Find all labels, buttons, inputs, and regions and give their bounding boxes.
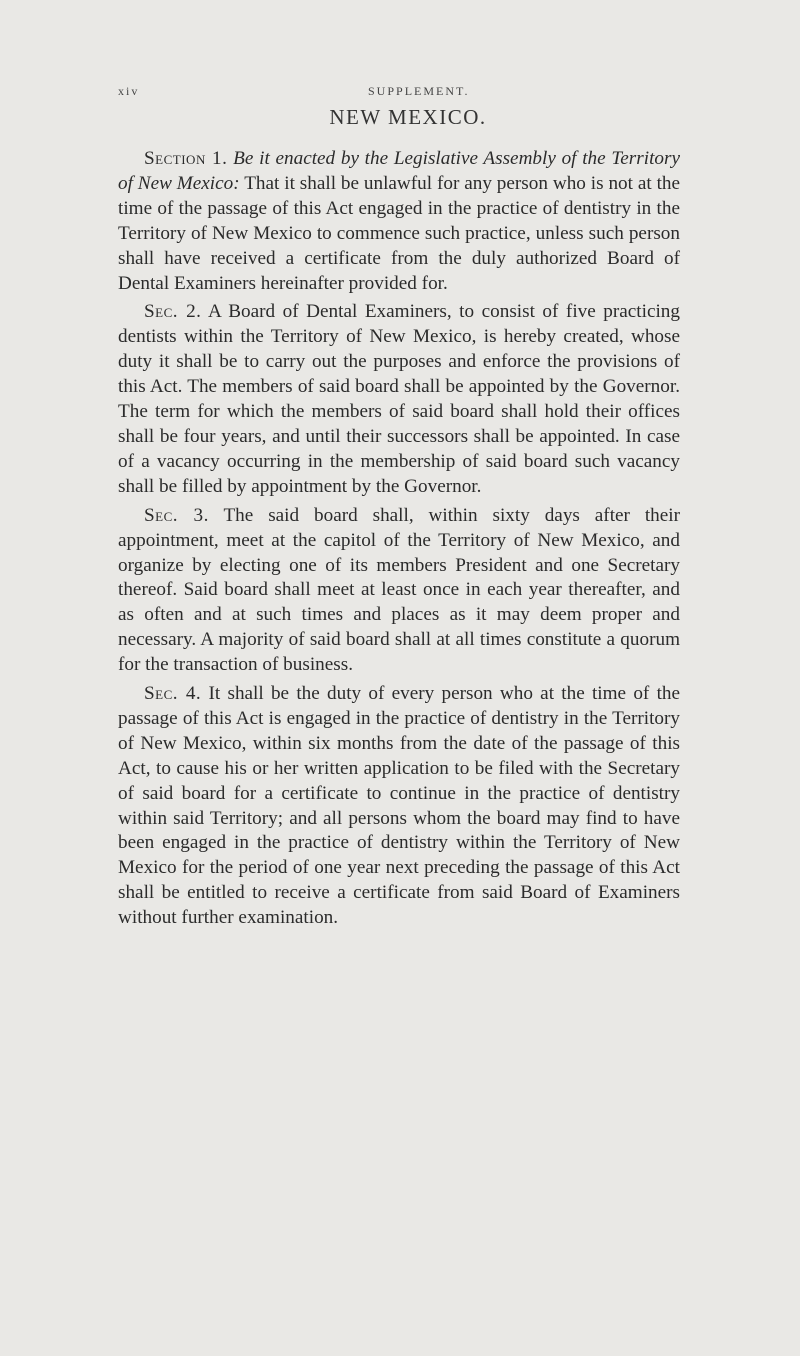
section-text: A Board of Dental Examiners, to consist of five practicing dentists within the Territory of New Mexico, is hereby created, whose duty it shall be to carry out the purposes and enforce the provisions of this Act. The members of said board shall be appointed by the Governor. The term for which the members of said board shall hold their offices shall be four years, and until their successors shall be appointed. In case of a vacancy occurring in the membership of said board such vacancy shall be filled by appointment by the Governor. (118, 301, 680, 497)
section-text: The said board shall, within sixty days after their appointment, meet at the capitol of the Territory of New Mexico, and organize by electing one of its members President and one Secretary thereof. Said board shall meet at least once in each year thereafter, and as often and at such times and places as it may deem proper and necessary. A majority of said board shall at all times constitute a quorum for the transaction of business. (118, 504, 680, 676)
section-3-paragraph (118, 504, 680, 678)
section-4-paragraph (118, 682, 680, 931)
section-label: Sec. 2. (144, 301, 202, 323)
page-number: xiv (118, 84, 140, 98)
section-label: Sec. 3. (144, 504, 209, 526)
section-label: Sec. 4. (144, 683, 202, 705)
running-head (118, 84, 698, 104)
state-heading: NEW MEXICO. (329, 105, 487, 129)
statute-text (118, 147, 680, 935)
section-1-paragraph (118, 147, 680, 296)
running-title: SUPPLEMENT. (368, 84, 470, 98)
section-2-paragraph (118, 300, 680, 499)
section-text: That it shall be unlawful for any person who is not at the time of the passage of this Act engaged in the practice of dentistry in the Territory of New Mexico to commence such practice, unless such person shall have received a certificate from the duly authorized Board of Dental Examiners hereinafter provided for. (118, 172, 681, 294)
enacting-clause: Be it enacted by the Legislative Assembly of the Territory of New Mexico: (118, 148, 680, 194)
section-label: Section 1. (144, 148, 228, 169)
section-text: It shall be the duty of every person who at the time of the passage of this Act is engaged in the practice of dentistry in the Territory of New Mexico, within six months from the date of the passage of this Act, to cause his or her written application to be filed with the Secretary of said board for a certificate to continue in the practice of dentistry within said Territory; and all persons whom the board may find to have been engaged in the practice of dentistry within the Territory of New Mexico for the period of one year next preceding the passage of this Act shall be entitled to receive a certificate from said Board of Examiners without further examination. (118, 683, 681, 929)
